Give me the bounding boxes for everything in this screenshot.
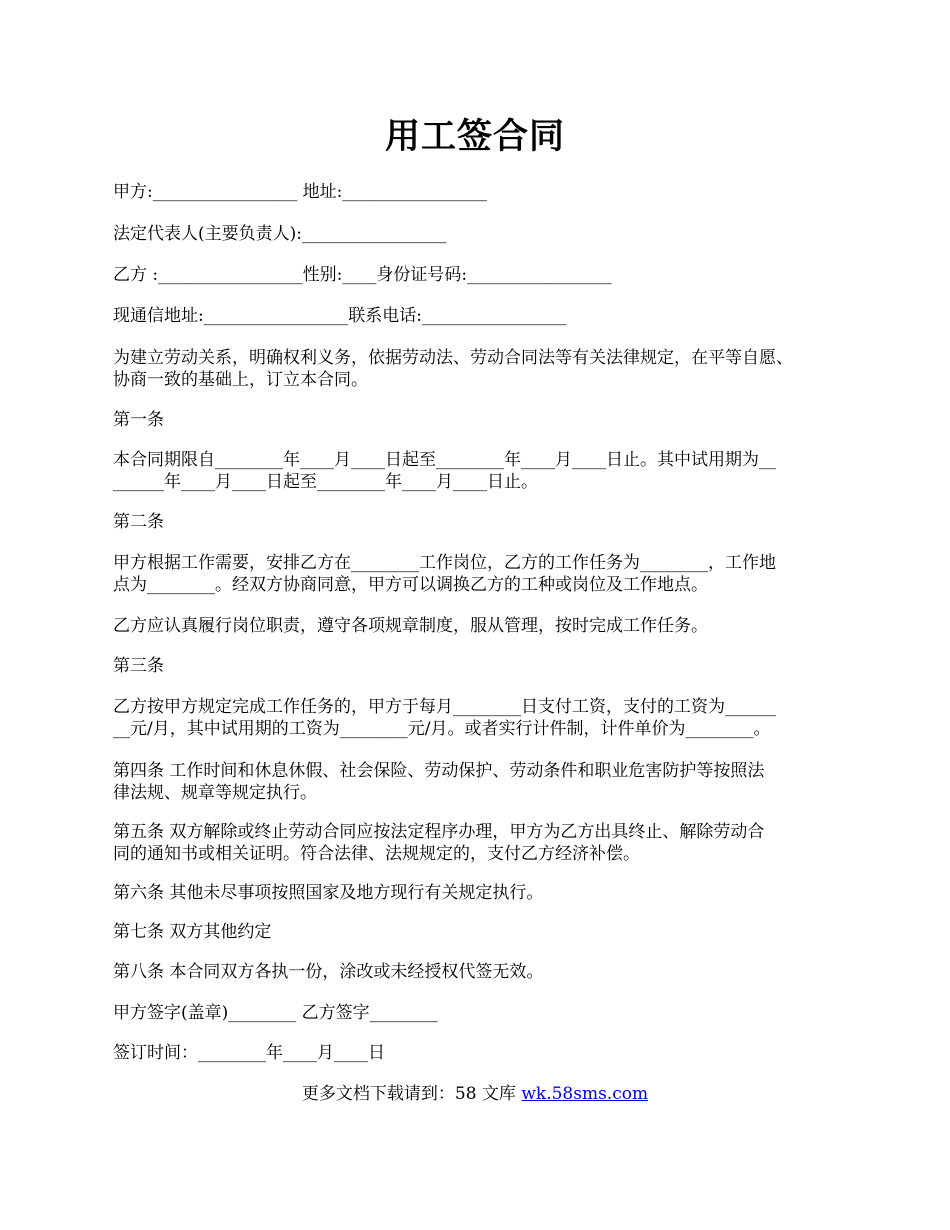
article-1-line-2: ______年____月____日起至________年____月____日止。 [113,472,538,492]
article-8-line: 第八条 本合同双方各执一份，涂改或未经授权代签无效。 [113,962,544,982]
legal-representative-line: 法定代表人(主要负责人):_________________ [113,224,447,244]
footer-link[interactable]: wk.58sms.com [521,1084,649,1104]
preamble-line-2: 协商一致的基础上，订立本合同。 [113,370,368,390]
article-5-line-2: 同的通知书或相关证明。符合法律、法规规定的，支付乙方经济补偿。 [113,844,640,864]
contact-address-line: 现通信地址:_________________联系电话:_________________ [113,306,567,326]
footer [113,1082,837,1106]
article-3-line-2: __元/月，其中试用期的工资为________元/月。或者实行计件制，计件单价为________。 [113,719,771,739]
article-1-heading: 第一条 [113,410,164,430]
party-a-line: 甲方:_________________ 地址:_________________ [113,182,487,202]
article-7-line: 第七条 双方其他约定 [113,922,272,942]
article-2-heading: 第二条 [113,512,164,532]
article-5-line-1: 第五条 双方解除或终止劳动合同应按法定程序办理，甲方为乙方出具终止、解除劳动合 [113,822,765,842]
article-2-line-3: 乙方应认真履行岗位职责，遵守各项规章制度，服从管理，按时完成工作任务。 [113,616,708,636]
article-4-line-2: 律法规、规章等规定执行。 [113,783,317,803]
article-3-heading: 第三条 [113,656,164,676]
signing-date-line: 签订时间：________年____月____日 [113,1043,385,1063]
article-1-line-1: 本合同期限自________年____月____日起至________年____月____日止。其中试用期为__ [113,450,776,470]
footer-text: 更多文档下载请到：58 文库 [301,1084,522,1104]
preamble-line-1: 为建立劳动关系，明确权利义务，依据劳动法、劳动合同法等有关法律规定，在平等自愿、 [113,348,793,368]
article-4-line-1: 第四条 工作时间和休息休假、社会保险、劳动保护、劳动条件和职业危害防护等按照法 [113,761,765,781]
party-b-line: 乙方 :_________________性别:____身份证号码:_________________ [113,265,612,285]
signature-line: 甲方签字(盖章)________ 乙方签字________ [113,1003,438,1023]
article-2-line-2: 点为________。经双方协商同意，甲方可以调换乙方的工种或岗位及工作地点。 [113,575,708,595]
article-2-line-1: 甲方根据工作需要，安排乙方在________工作岗位，乙方的工作任务为________，工作地 [113,553,776,573]
article-3-line-1: 乙方按甲方规定完成工作任务的，甲方于每月________日支付工资，支付的工资为______ [113,697,776,717]
article-6-line: 第六条 其他未尽事项按照国家及地方现行有关规定执行。 [113,883,544,903]
document-title: 用工签合同 [384,116,565,157]
